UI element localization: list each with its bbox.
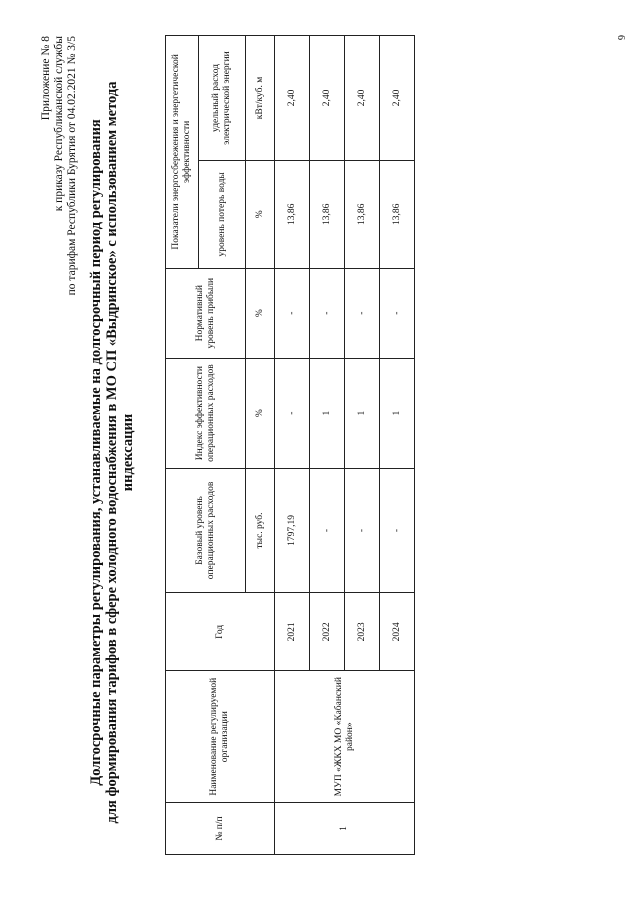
unit-base: тыс. руб. [246,468,275,593]
cell-consumption: 2,40 [345,36,380,161]
cell-year: 2021 [275,593,310,671]
header-row-1 [166,36,199,855]
appendix-line-2: к приказу Республиканской службы [53,36,65,212]
cell-base: - [380,468,415,593]
header-year: Год [166,593,275,671]
cell-profit: - [380,268,415,358]
header-org: Наименование регулируемой организации [166,671,275,803]
cell-year: 2023 [345,593,380,671]
cell-index: - [275,358,310,468]
cell-base: - [310,468,345,593]
header-profit: Нормативный уровень прибыли [166,268,246,358]
unit-profit: % [246,268,275,358]
title-line-3: индексации [120,413,136,492]
cell-losses: 13,86 [275,160,310,268]
cell-profit: - [275,268,310,358]
cell-consumption: 2,40 [380,36,415,161]
header-consumption: удельный расход электрической энергии [199,36,246,161]
cell-consumption: 2,40 [310,36,345,161]
org-name: МУП «ЖКХ МО «Кабанский район» [275,671,415,803]
title-line-1: Долгосрочные параметры регулирования, устанавливаемые на долгосрочный период регулирования [88,119,104,786]
cell-index: 1 [380,358,415,468]
header-losses: уровень потерь воды [199,160,246,268]
cell-base: 1797,19 [275,468,310,593]
parameters-table [165,35,415,855]
cell-base: - [345,468,380,593]
header-index: Индекс эффективности операционных расходов [166,358,246,468]
title-line-2: для формирования тарифов в сфере холодного водоснабжения в МО СП «Выдринское» с использованием метода [104,81,120,824]
row-num: 1 [275,803,415,855]
cell-index: 1 [310,358,345,468]
cell-losses: 13,86 [310,160,345,268]
cell-year: 2022 [310,593,345,671]
header-energy-group: Показатели энергосбережения и энергетической эффективности [166,36,199,269]
page-number: 6 [615,35,626,40]
cell-profit: - [310,268,345,358]
unit-index: % [246,358,275,468]
unit-losses: % [246,160,275,268]
cell-index: 1 [345,358,380,468]
cell-profit: - [345,268,380,358]
appendix-line-1: Приложение № 8 [40,36,52,121]
cell-losses: 13,86 [380,160,415,268]
header-base: Базовый уровень операционных расходов [166,468,246,593]
document-title [88,60,136,845]
cell-losses: 13,86 [345,160,380,268]
appendix-line-3: по тарифам Республики Бурятия от 04.02.2021 № 3/5 [66,36,78,296]
cell-year: 2024 [380,593,415,671]
table-row [275,36,310,855]
cell-consumption: 2,40 [275,36,310,161]
header-num: № п/п [166,803,275,855]
unit-consumption: кВт/куб. м [246,36,275,161]
appendix-header [40,36,79,295]
